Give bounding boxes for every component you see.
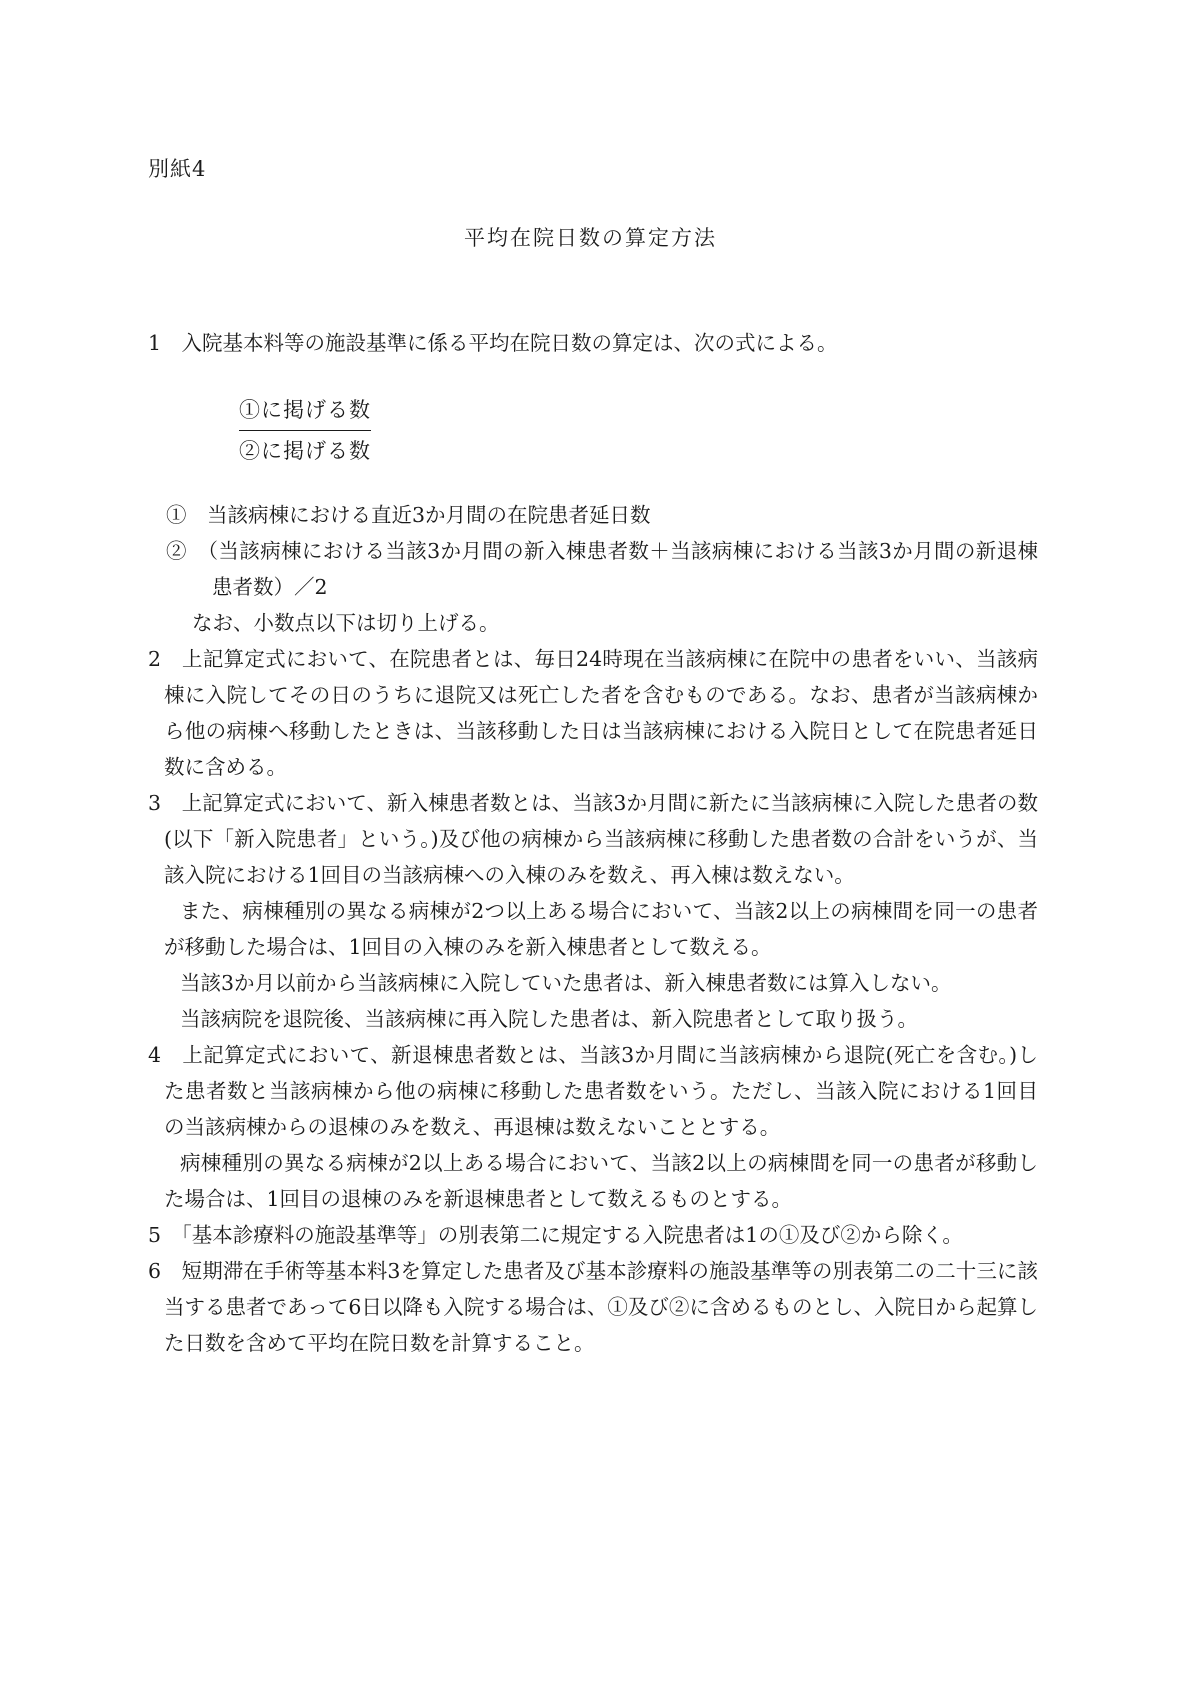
section-5-text: 5 「基本診療料の施設基準等」の別表第二に規定する入院患者は1の①及び②から除く。 bbox=[148, 1223, 963, 1247]
section-2-text: 2 上記算定式において、在院患者とは、毎日24時現在当該病棟に在院中の患者をいい、当該病棟に入院してその日のうちに退院又は死亡した者を含むものである。なお、患者が当該病棟から他の病棟へ移動したときは、当該移動した日は当該病棟における入院日として在院患者延日数に含める。 bbox=[148, 647, 1038, 779]
definition-item-2: ② （当該病棟における当該3か月間の新入棟患者数＋当該病棟における当該3か月間の新退棟患者数）／2 bbox=[166, 539, 1038, 599]
section-3-para-4: 当該病院を退院後、当該病棟に再入院した患者は、新入院患者として取り扱う。 bbox=[180, 1007, 918, 1031]
section-4-text: 4 上記算定式において、新退棟患者数とは、当該3か月間に当該病棟から退院(死亡を含む。)した患者数と当該病棟から他の病棟に移動した患者数をいう。ただし、当該入院における1回目の当該病棟からの退棟のみを数え、再退棟は数えないこととする。 bbox=[148, 1043, 1038, 1139]
section-4 bbox=[148, 1037, 1038, 1217]
section-2 bbox=[148, 641, 1038, 785]
section-6-text: 6 短期滞在手術等基本料3を算定した患者及び基本診療料の施設基準等の別表第二の二十三に該当する患者であって6日以降も入院する場合は、①及び②に含めるものとし、入院日から起算した日数を含めて平均在院日数を計算すること。 bbox=[148, 1259, 1038, 1355]
formula-fraction bbox=[239, 392, 371, 469]
section-3-text: 3 上記算定式において、新入棟患者数とは、当該3か月間に新たに当該病棟に入院した患者の数(以下「新入院患者」という。)及び他の病棟から当該病棟に移動した患者数の合計をいうが、当該入院における1回目の当該病棟への入棟のみを数え、再入棟は数えない。 bbox=[148, 791, 1038, 887]
formula-numerator: ①に掲げる数 bbox=[239, 392, 371, 431]
section-3-para-3: 当該3か月以前から当該病棟に入院していた患者は、新入棟患者数には算入しない。 bbox=[180, 971, 952, 995]
document-title: 平均在院日数の算定方法 bbox=[464, 226, 717, 250]
definitions-block bbox=[166, 497, 1038, 641]
section-6 bbox=[148, 1253, 1038, 1361]
definition-note: なお、小数点以下は切り上げる。 bbox=[192, 611, 500, 635]
section-1 bbox=[148, 325, 1038, 361]
formula-denominator: ②に掲げる数 bbox=[239, 439, 371, 463]
section-5 bbox=[148, 1217, 1038, 1253]
section-4-para-2: 病棟種別の異なる病棟が2以上ある場合において、当該2以上の病棟間を同一の患者が移動した場合は、1回目の退棟のみを新退棟患者として数えるものとする。 bbox=[164, 1151, 1038, 1211]
section-3 bbox=[148, 785, 1038, 1037]
section-1-text: 1 入院基本料等の施設基準に係る平均在院日数の算定は、次の式による。 bbox=[148, 331, 838, 355]
definition-item-1: ① 当該病棟における直近3か月間の在院患者延日数 bbox=[166, 503, 651, 527]
section-3-para-2: また、病棟種別の異なる病棟が2つ以上ある場合において、当該2以上の病棟間を同一の患者が移動した場合は、1回目の入棟のみを新入棟患者として数える。 bbox=[164, 899, 1038, 959]
attachment-label: 別紙4 bbox=[148, 157, 207, 181]
